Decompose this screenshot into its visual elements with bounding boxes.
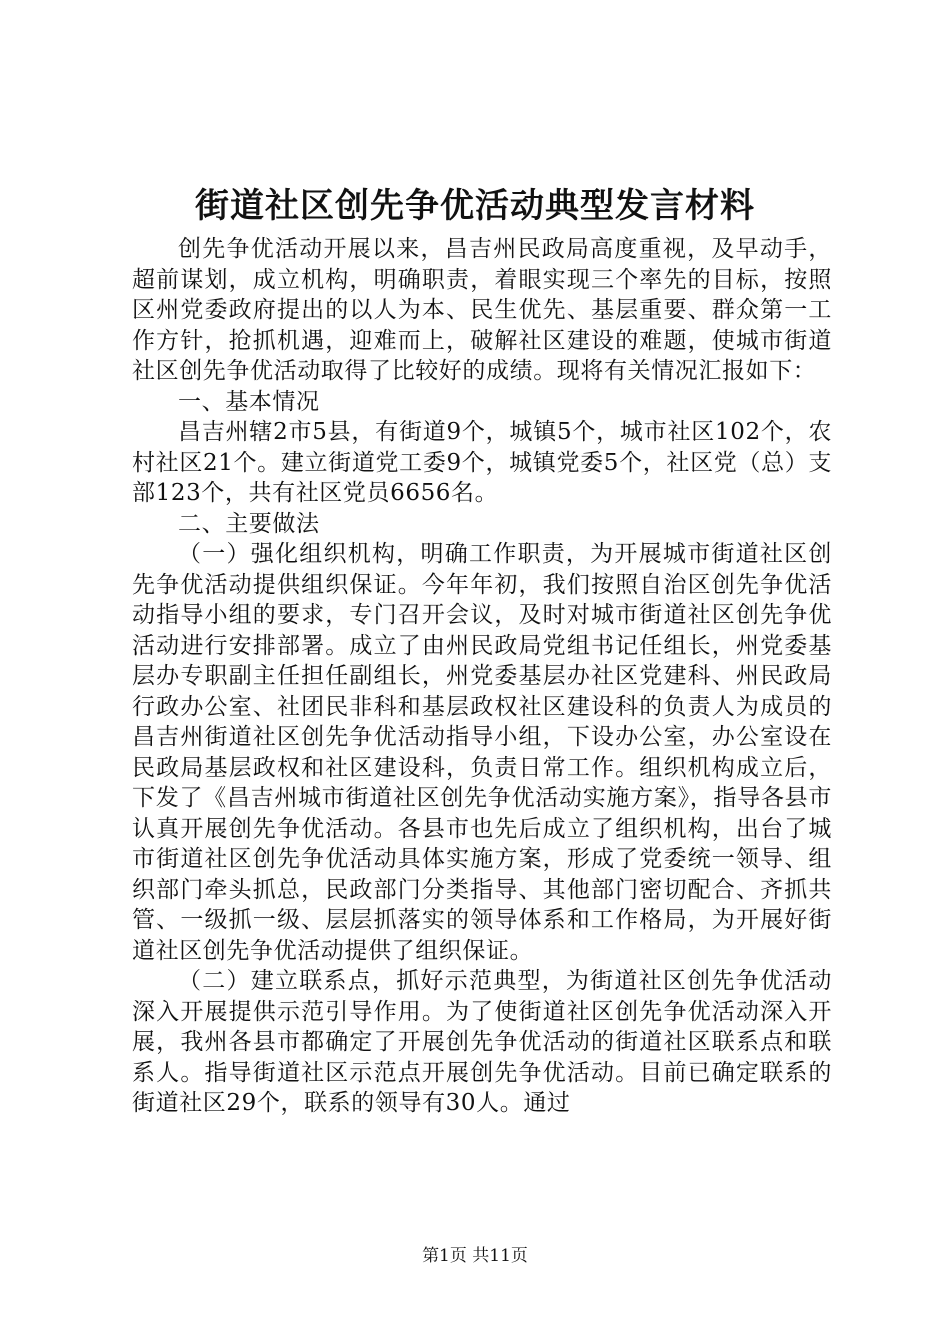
intro-paragraph: 创先争优活动开展以来，昌吉州民政局高度重视，及早动手，超前谋划，成立机构，明确职责，着眼实现三个率先的目标，按照区州党委政府提出的以人为本、民生优先、基层重要、群众第一工作方针，抢抓机遇，迎难而上，破解社区建设的难题，使城市街道社区创先争优活动取得了比较好的成绩。现将有关情况汇报如下：	[132, 236, 832, 384]
section-heading-main-practices: 二、主要做法	[178, 510, 320, 537]
document-body	[132, 234, 832, 1119]
page-footer: 第1页 共11页	[422, 1246, 528, 1266]
basic-info-paragraph: 昌吉州辖2市5县，有街道9个，城镇5个，城市社区102个，农村社区21个。建立街道党工委9个，城镇党委5个，社区党（总）支部123个，共有社区党员6656名。	[132, 419, 832, 506]
practice-paragraph-2: （二）建立联系点，抓好示范典型，为街道社区创先争优活动深入开展提供示范引导作用。为了使街道社区创先争优活动深入开展，我州各县市都确定了开展创先争优活动的街道社区联系点和联系人。指导街道社区示范点开展创先争优活动。目前已确定联系的街道社区29个，联系的领导有30人。通过	[132, 968, 832, 1116]
practice-paragraph-1: （一）强化组织机构，明确工作职责，为开展城市街道社区创先争优活动提供组织保证。今年年初，我们按照自治区创先争优活动指导小组的要求，专门召开会议，及时对城市街道社区创先争优活动进行安排部署。成立了由州民政局党组书记任组长，州党委基层办专职副主任担任副组长，州党委基层办社区党建科、州民政局行政办公室、社团民非科和基层政权社区建设科的负责人为成员的昌吉州街道社区创先争优活动指导小组，下设办公室，办公室设在民政局基层政权和社区建设科，负责日常工作。组织机构成立后，下发了《昌吉州城市街道社区创先争优活动实施方案》，指导各县市认真开展创先争优活动。各县市也先后成立了组织机构，出台了城市街道社区创先争优活动具体实施方案，形成了党委统一领导、组织部门牵头抓总，民政部门分类指导、其他部门密切配合、齐抓共管、一级抓一级、层层抓落实的领导体系和工作格局，为开展好街道社区创先争优活动提供了组织保证。	[132, 541, 832, 964]
section-heading-basic-info: 一、基本情况	[178, 388, 320, 415]
document-title: 街道社区创先争优活动典型发言材料	[195, 186, 755, 226]
